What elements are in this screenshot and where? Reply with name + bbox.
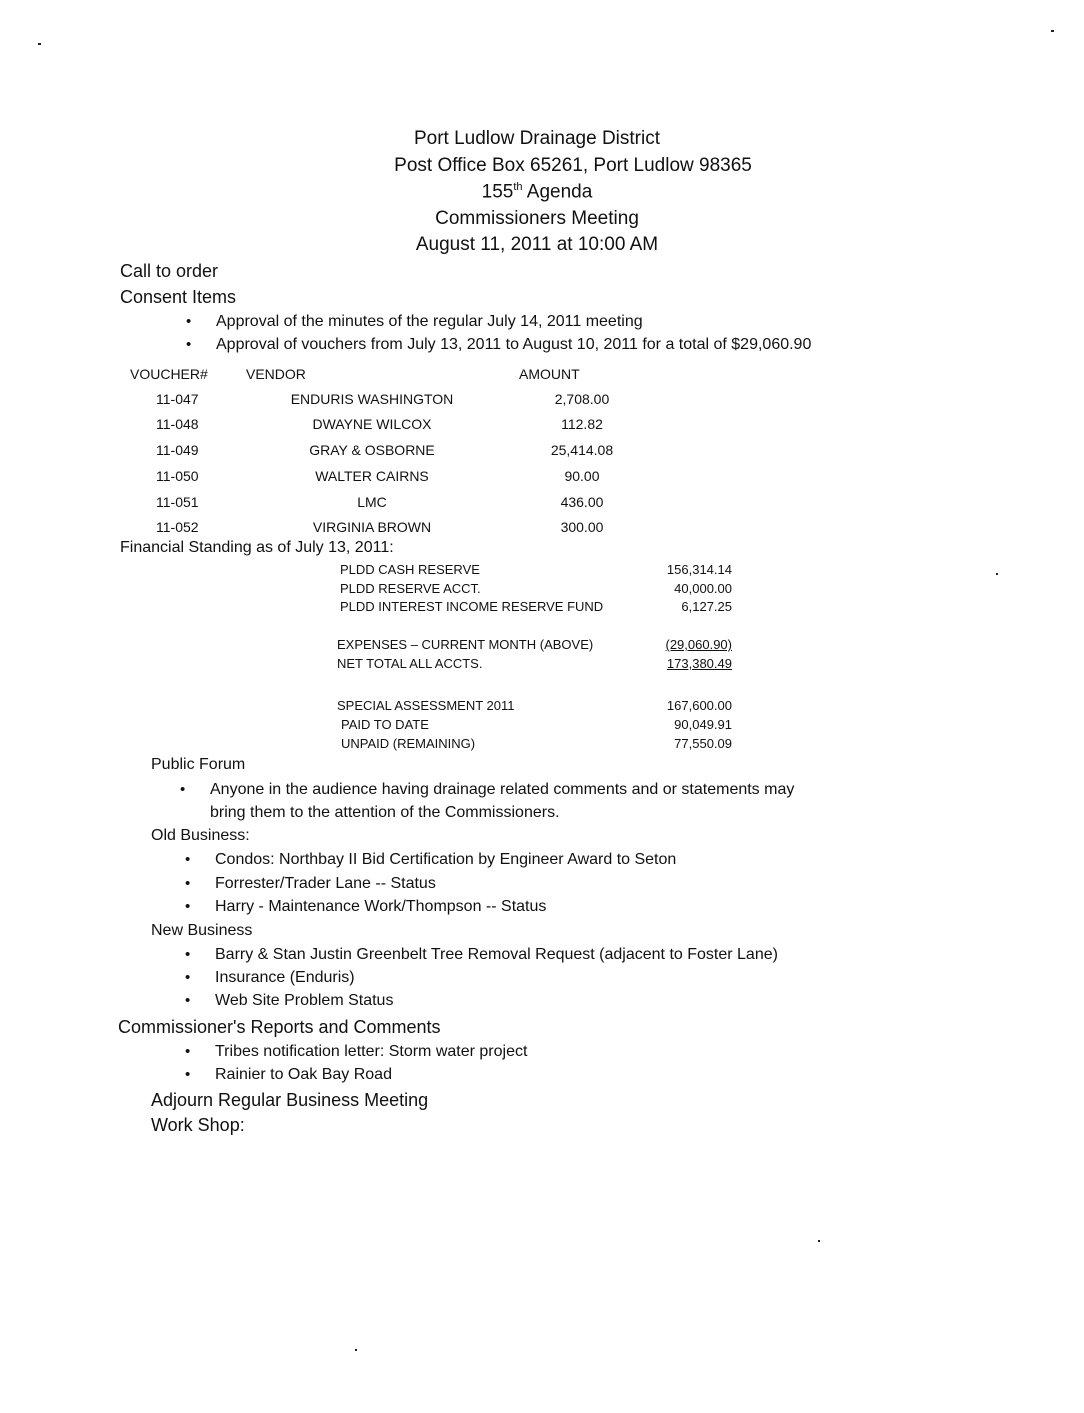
voucher-number: 11-050 bbox=[156, 468, 199, 484]
amount-header: AMOUNT bbox=[519, 366, 580, 382]
scan-speck bbox=[996, 573, 998, 575]
financial-value: 6,127.25 bbox=[681, 599, 732, 614]
reports-item: • Tribes notification letter: Storm water project bbox=[215, 1043, 527, 1061]
scan-speck bbox=[1051, 30, 1054, 32]
financial-label: UNPAID (REMAINING) bbox=[341, 736, 476, 751]
agenda-title bbox=[287, 181, 787, 203]
voucher-vendor: GRAY & OSBORNE bbox=[309, 442, 435, 458]
voucher-vendor: DWAYNE WILCOX bbox=[312, 416, 432, 432]
voucher-vendor: ENDURIS WASHINGTON bbox=[290, 391, 454, 407]
new-business-item: • Web Site Problem Status bbox=[215, 992, 393, 1010]
old-business-item: • Forrester/Trader Lane -- Status bbox=[215, 875, 436, 893]
meeting-title: Commissioners Meeting bbox=[435, 208, 639, 229]
scan-speck bbox=[355, 1349, 357, 1351]
financial-value: 40,000.00 bbox=[674, 581, 732, 596]
voucher-amount: 25,414.08 bbox=[550, 442, 614, 458]
public-forum-line: • Anyone in the audience having drainage related comments and or statements may bbox=[210, 781, 794, 799]
voucher-amount: 300.00 bbox=[560, 519, 604, 535]
agenda-suffix: th bbox=[513, 181, 523, 193]
financial-label: EXPENSES – CURRENT MONTH (ABOVE) bbox=[337, 637, 594, 652]
public-forum-title: Public Forum bbox=[151, 756, 246, 773]
district-address: Post Office Box 65261, Port Ludlow 98365 bbox=[394, 155, 752, 176]
voucher-number: 11-051 bbox=[156, 494, 199, 510]
public-forum-line: bring them to the attention of the Commissioners. bbox=[210, 804, 560, 821]
voucher-amount: 90.00 bbox=[564, 468, 600, 484]
new-business-title: New Business bbox=[151, 922, 253, 939]
voucher-vendor: LMC bbox=[357, 494, 387, 510]
new-business-item: • Barry & Stan Justin Greenbelt Tree Removal Request (adjacent to Foster Lane) bbox=[215, 946, 778, 964]
financial-value: 90,049.91 bbox=[674, 717, 732, 732]
old-business-title: Old Business: bbox=[151, 827, 250, 844]
financial-label: PLDD RESERVE ACCT. bbox=[340, 581, 481, 596]
reports-title: Commissioner's Reports and Comments bbox=[118, 1017, 441, 1037]
voucher-number: 11-052 bbox=[156, 519, 199, 535]
voucher-amount: 436.00 bbox=[560, 494, 604, 510]
financial-label: PLDD INTEREST INCOME RESERVE FUND bbox=[340, 599, 604, 614]
voucher-number: 11-048 bbox=[156, 416, 199, 432]
vendor-header: VENDOR bbox=[246, 366, 306, 382]
agenda-word: Agenda bbox=[526, 181, 593, 203]
voucher-amount: 2,708.00 bbox=[554, 391, 610, 407]
consent-item: • Approval of vouchers from July 13, 2011 to August 10, 2011 for a total of $29,060.90 bbox=[216, 336, 811, 354]
voucher-amount: 112.82 bbox=[561, 416, 603, 432]
financial-value: 167,600.00 bbox=[666, 698, 732, 713]
new-business-item: • Insurance (Enduris) bbox=[215, 969, 355, 987]
consent-title: Consent Items bbox=[120, 287, 237, 307]
financial-value: (29,060.90) bbox=[665, 637, 732, 652]
old-business-item: • Harry - Maintenance Work/Thompson -- Status bbox=[215, 898, 546, 916]
voucher-vendor: VIRGINIA BROWN bbox=[312, 519, 432, 535]
financial-value: 173,380.49 bbox=[666, 656, 732, 671]
call-to-order: Call to order bbox=[120, 261, 219, 281]
financial-value: 156,314.14 bbox=[666, 562, 732, 577]
scan-speck bbox=[818, 1240, 820, 1242]
district-name: Port Ludlow Drainage District bbox=[413, 128, 661, 149]
financial-label: PLDD CASH RESERVE bbox=[340, 562, 480, 577]
old-business-item: • Condos: Northbay II Bid Certification by Engineer Award to Seton bbox=[215, 851, 676, 869]
financial-title: Financial Standing as of July 13, 2011: bbox=[120, 539, 394, 556]
voucher-header: VOUCHER# bbox=[130, 366, 208, 382]
workshop-heading: Work Shop: bbox=[151, 1115, 245, 1135]
voucher-number: 11-047 bbox=[156, 391, 199, 407]
reports-item: • Rainier to Oak Bay Road bbox=[215, 1066, 392, 1084]
financial-label: SPECIAL ASSESSMENT 2011 bbox=[337, 698, 515, 713]
adjourn-heading: Adjourn Regular Business Meeting bbox=[151, 1090, 429, 1110]
voucher-number: 11-049 bbox=[156, 442, 199, 458]
voucher-vendor: WALTER CAIRNS bbox=[315, 468, 429, 484]
consent-item: • Approval of the minutes of the regular July 14, 2011 meeting bbox=[216, 313, 643, 331]
meeting-date: August 11, 2011 at 10:00 AM bbox=[415, 234, 659, 255]
scan-speck bbox=[38, 43, 41, 45]
financial-value: 77,550.09 bbox=[674, 736, 732, 751]
financial-label: NET TOTAL ALL ACCTS. bbox=[337, 656, 483, 671]
financial-label: PAID TO DATE bbox=[341, 717, 429, 732]
agenda-number: 155 bbox=[481, 181, 514, 203]
